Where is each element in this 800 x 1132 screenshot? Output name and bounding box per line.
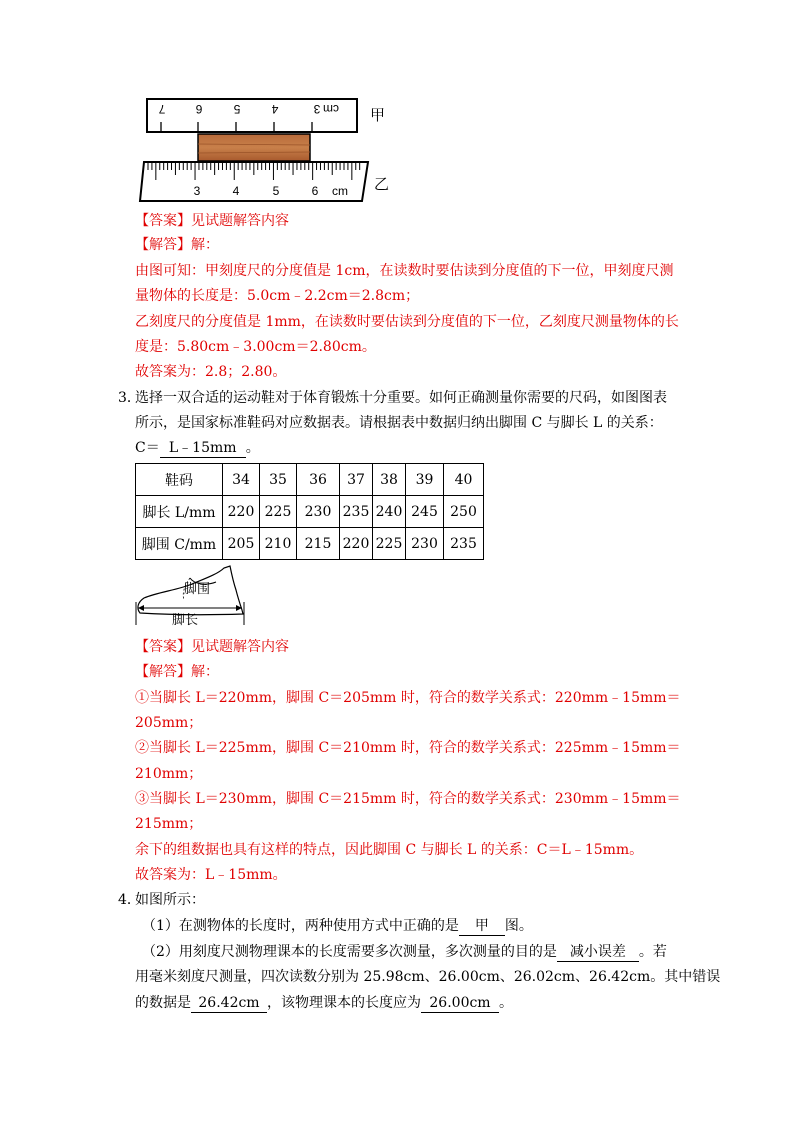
label-jia: 甲 xyxy=(370,107,386,124)
table-cell: 245 xyxy=(406,496,444,528)
q4-part-2 xyxy=(142,942,667,962)
yi-tick-3: 3 xyxy=(193,184,201,198)
table-cell: 230 xyxy=(406,528,444,560)
q3-line-3: ②当脚长 L＝225mm，脚围 C＝210mm 时，符合的数学关系式：225mm﹣15mm＝ xyxy=(135,740,681,756)
table-row xyxy=(136,496,484,528)
table-cell: 225 xyxy=(373,528,406,560)
q4-p4-answer-2: 26.00cm xyxy=(421,995,499,1013)
table-cell: 235 xyxy=(444,528,484,560)
table-cell: 220 xyxy=(340,528,373,560)
q3-line-7: 余下的组数据也具有这样的特点，因此脚围 C 与脚长 L 的关系：C＝L﹣15mm。 xyxy=(135,842,644,858)
q4-p1-answer: 甲 xyxy=(459,918,505,936)
table-cell: 39 xyxy=(406,464,444,496)
q4-part-3: 用毫米刻度尺测量，四次读数分别为 25.98cm、26.00cm、26.02cm、26.42cm。其中错误 xyxy=(135,969,721,985)
q3-analysis-label: 【解答】解： xyxy=(135,664,219,680)
q3-line-6: 215mm； xyxy=(135,816,203,832)
yi-tick-4: 4 xyxy=(232,184,240,198)
table-cell: 34 xyxy=(223,464,260,496)
q3-line-2: 205mm； xyxy=(135,715,203,731)
q3-number: 3． xyxy=(118,390,141,406)
q2-line-4: 度是：5.80cm﹣3.00cm＝2.80cm。 xyxy=(135,339,376,355)
table-cell: 35 xyxy=(260,464,297,496)
q3-line-1: ①当脚长 L＝220mm，脚围 C＝205mm 时，符合的数学关系式：220mm﹣15mm＝ xyxy=(135,690,681,706)
table-cell: 鞋码 xyxy=(136,464,223,496)
q4-part-1 xyxy=(142,916,533,936)
q3-line-4: 210mm； xyxy=(135,766,203,782)
jia-tick-6: 6 xyxy=(195,102,203,116)
q2-analysis-label: 【解答】解： xyxy=(135,237,219,253)
table-cell: 230 xyxy=(297,496,340,528)
q4-part-4 xyxy=(135,993,513,1013)
jia-tick-4: 4 xyxy=(271,102,279,116)
q4-p2-prefix: （2）用刻度尺测物理课本的长度需要多次测量，多次测量的目的是 xyxy=(142,944,557,960)
q3-c-suffix: 。 xyxy=(245,440,260,456)
q4-p2-answer: 减小误差 xyxy=(557,944,639,962)
q4-p4-answer: 26.42cm xyxy=(191,995,267,1013)
q3-c-answer: L﹣15mm xyxy=(160,440,246,458)
q4-p4-mid: ，该物理课本的长度应为 xyxy=(267,995,421,1011)
q3-relation xyxy=(135,438,260,458)
q3-answer: 【答案】见试题解答内容 xyxy=(135,639,289,655)
yi-tick-5: 5 xyxy=(272,184,280,198)
q3-c-prefix: C＝ xyxy=(135,440,160,456)
table-row xyxy=(136,464,484,496)
foot-girth-label: 脚围 xyxy=(184,581,211,596)
q4-p1-prefix: （1）在测物体的长度时，两种使用方式中正确的是 xyxy=(142,918,459,934)
table-cell: 215 xyxy=(297,528,340,560)
q3-line-8: 故答案为：L﹣15mm。 xyxy=(135,867,287,883)
q4-stem: 如图所示： xyxy=(135,892,205,908)
q2-line-5: 故答案为：2.8；2.80。 xyxy=(135,364,287,380)
table-cell: 220 xyxy=(223,496,260,528)
table-cell: 210 xyxy=(260,528,297,560)
q3-line-5: ③当脚长 L＝230mm，脚围 C＝215mm 时，符合的数学关系式：230mm﹣15mm＝ xyxy=(135,791,681,807)
jia-tick-7: 7 xyxy=(158,102,166,116)
foot-length-label: 脚长 xyxy=(172,612,199,627)
q4-p2-suffix: 。若 xyxy=(638,944,667,960)
yi-tick-6: 6 xyxy=(311,184,319,198)
table-cell: 40 xyxy=(444,464,484,496)
jia-tick-3: 3 xyxy=(313,102,321,116)
ruler-figure xyxy=(130,92,400,212)
wooden-block xyxy=(198,134,310,161)
table-cell: 38 xyxy=(373,464,406,496)
table-cell: 235 xyxy=(340,496,373,528)
table-cell: 脚围 C/mm xyxy=(136,528,223,560)
table-cell: 240 xyxy=(373,496,406,528)
jia-tick-5: 5 xyxy=(233,102,241,116)
table-cell: 205 xyxy=(223,528,260,560)
foot-figure xyxy=(132,560,252,630)
shoe-size-table xyxy=(135,463,484,560)
table-cell: 37 xyxy=(340,464,373,496)
label-yi: 乙 xyxy=(374,176,390,193)
q4-p4-suffix: 。 xyxy=(499,995,513,1011)
yi-unit: cm xyxy=(332,184,348,198)
jia-unit: cm xyxy=(323,102,339,116)
q2-line-1: 由图可知：甲刻度尺的分度值是 1cm，在读数时要估读到分度值的下一位，甲刻度尺测 xyxy=(135,263,674,279)
q3-stem-2: 所示，是国家标准鞋码对应数据表。请根据表中数据归纳出脚围 C 与脚长 L 的关系： xyxy=(135,415,663,431)
q3-stem-1: 选择一双合适的运动鞋对于体育锻炼十分重要。如何正确测量你需要的尺码，如图图表 xyxy=(135,390,667,406)
q4-number: 4． xyxy=(118,892,141,908)
q2-answer: 【答案】见试题解答内容 xyxy=(135,213,289,229)
table-cell: 36 xyxy=(297,464,340,496)
q4-p1-suffix: 图。 xyxy=(504,918,533,934)
q2-line-2: 量物体的长度是：5.0cm﹣2.2cm＝2.8cm； xyxy=(135,288,420,304)
q4-p4-prefix: 的数据是 xyxy=(135,995,191,1011)
table-cell: 225 xyxy=(260,496,297,528)
table-row xyxy=(136,528,484,560)
q2-line-3: 乙刻度尺的分度值是 1mm，在读数时要估读到分度值的下一位，乙刻度尺测量物体的长 xyxy=(135,314,679,330)
table-cell: 250 xyxy=(444,496,484,528)
table-cell: 脚长 L/mm xyxy=(136,496,223,528)
